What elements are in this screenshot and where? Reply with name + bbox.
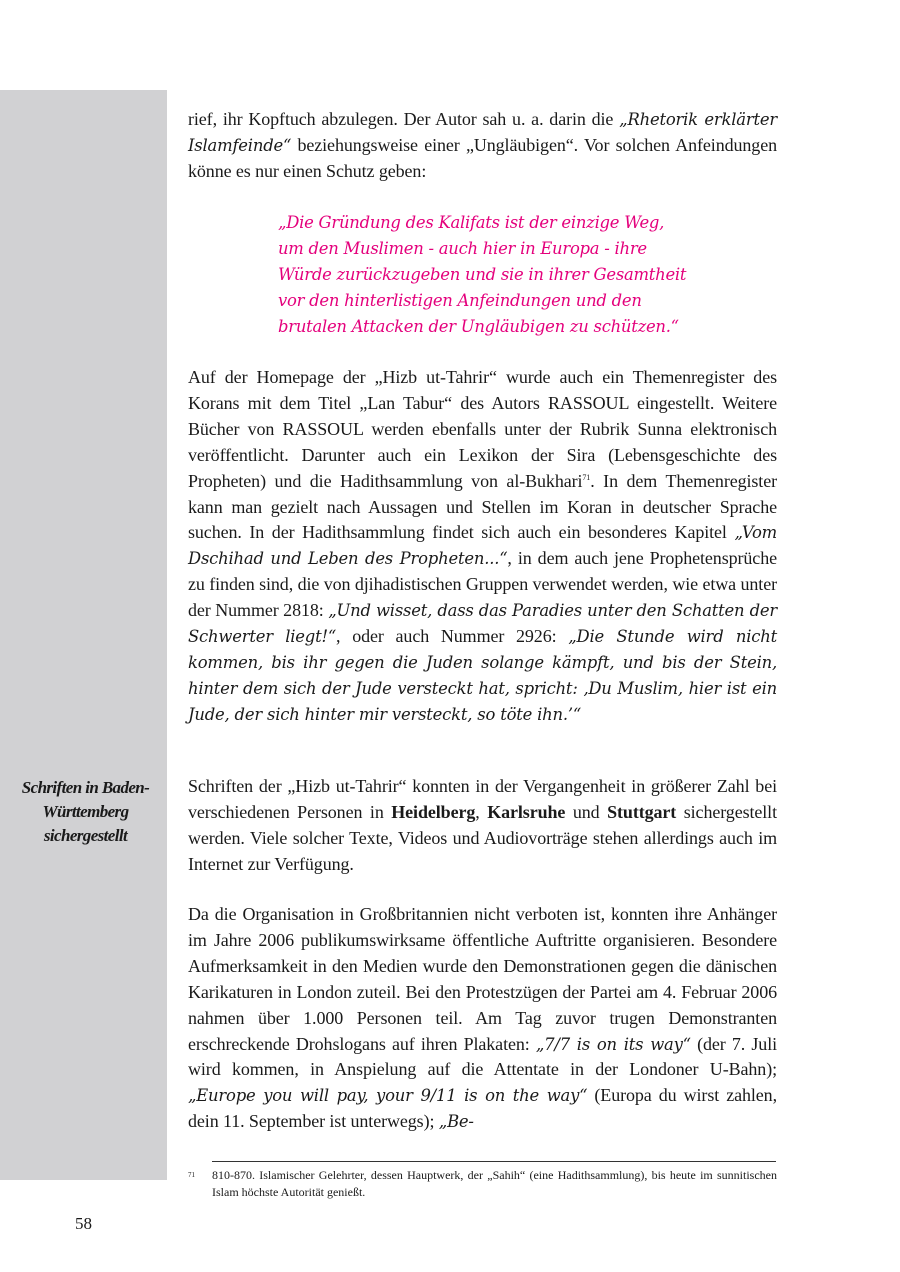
text-span: , oder auch Nummer 2926: bbox=[336, 626, 569, 647]
italic-span: „Be- bbox=[438, 1112, 474, 1132]
italic-span: „Vom Dschihad und Leben des Propheten...“ bbox=[188, 523, 777, 569]
italic-span: „Und wisset, dass das Paradies unter den Schatten der Schwerter liegt!“ bbox=[188, 601, 777, 647]
italic-span: „Die Stunde wird nicht kommen, bis ihr gegen die Juden solange kämpft, und bis der Stein, hinter dem sich der Jude versteckt hat, spricht: ‚Du Muslim, hier ist ein Jude, der sich hinter mir versteckt, so töte ihn.’“ bbox=[188, 627, 777, 724]
italic-span: „Europe you will pay, your 9/11 is on the way“ bbox=[188, 1086, 588, 1106]
text-span: Schriften der „Hizb ut-Tahrir“ konnten in der Vergangenheit in größerer Zahl bei verschiedenen Personen in bbox=[188, 776, 777, 822]
city-heidelberg: Heidelberg bbox=[391, 801, 476, 822]
footnote-divider bbox=[212, 1161, 776, 1162]
text-span: sichergestellt werden. Viele solcher Texte, Videos und Audiovorträge stehen allerdings auch im Internet zur Verfügung. bbox=[188, 801, 777, 874]
text-span: . In dem Themenregister kann man gezielt nach Aussagen und Stellen im Koran in deutscher Sprache suchen. In der Hadithsammlung findet sich auch ein besonderes Kapitel bbox=[188, 470, 777, 543]
city-karlsruhe: Karlsruhe bbox=[487, 801, 566, 822]
text-span: und bbox=[565, 801, 608, 822]
footnote-number: 71 bbox=[188, 1171, 195, 1179]
italic-span: „7/7 is on its way“ bbox=[535, 1034, 691, 1054]
paragraph-2 bbox=[188, 365, 777, 728]
text-span: (der 7. Juli wird kommen, in Anspielung auf die Attentate in der Londoner U-Bahn); bbox=[188, 1033, 778, 1080]
text-span: , in dem auch jene Prophetensprüche zu finden sind, die von djihadistischen Gruppen verwendet werden, wie etwa unter der Nummer 2818: bbox=[188, 548, 777, 621]
italic-span: „Rhetorik erklärter Islamfeinde“ bbox=[188, 110, 777, 155]
footnote bbox=[188, 1167, 777, 1201]
text-span: rief, ihr Kopftuch abzulegen. Der Autor sah u. a. darin die bbox=[188, 109, 620, 129]
text-span: (Europa du wirst zahlen, dein 11. September ist unterwegs); bbox=[188, 1085, 777, 1132]
text-span: Auf der Homepage der „Hizb ut-Tahrir“ wurde auch ein Themenregister des Korans mit dem Titel „Lan Tabur“ des Autors RASSOUL eingestellt. Weitere Bücher von RASSOUL werden ebenfalls unter der Rubrik Sunna elektronisch veröffentlicht. Darunter auch ein Lexikon der Sira (Lebensgeschichte des Propheten) und die Hadithsammlung von al-Bukhari bbox=[188, 367, 777, 491]
text-span: , bbox=[475, 801, 488, 822]
text-span: Da die Organisation in Großbritannien nicht verboten ist, konnten ihre Anhänger im Jahre 2006 publikumswirksame öffentliche Auftritte organisieren. Besondere Aufmerksamkeit in den Medien wurde den Demonstrationen gegen die dänischen Karikaturen in London zuteil. Bei den Protestzügen der Partei am 4. Februar 2006 nahmen über 1.000 Personen teil. Am Tag zuvor trugen Demonstranten erschreckende Drohslogans auf ihren Plakaten: bbox=[188, 904, 777, 1054]
paragraph-3 bbox=[188, 774, 777, 878]
text-span: beziehungsweise einer „Ungläubigen“. Vor solchen Anfeindungen könne es nur einen Schutz geben: bbox=[188, 134, 777, 181]
margin-note: Schriften in Baden-Württemberg sichergestellt bbox=[21, 778, 150, 845]
page-number: 58 bbox=[75, 1214, 92, 1233]
margin-column bbox=[0, 90, 167, 1180]
footnote-reference: 71 bbox=[582, 472, 591, 482]
footnote-text: 810-870. Islamischer Gelehrter, dessen Hauptwerk, der „Sahih“ (eine Hadithsammlung), bis heute im sunnitischen Islam höchste Autorität genießt. bbox=[212, 1168, 777, 1199]
paragraph-4 bbox=[188, 902, 777, 1135]
block-quote: „Die Gründung des Kalifats ist der einzige Weg, um den Muslimen - auch hier in Europa - ihre Würde zurückzugeben und sie in ihrer Gesamtheit vor den hinterlistigen Anfeindungen und den brutalen Attacken der Ungläubigen zu schützen.“ bbox=[278, 213, 687, 336]
paragraph-1 bbox=[188, 107, 777, 185]
city-stuttgart: Stuttgart bbox=[607, 801, 677, 822]
